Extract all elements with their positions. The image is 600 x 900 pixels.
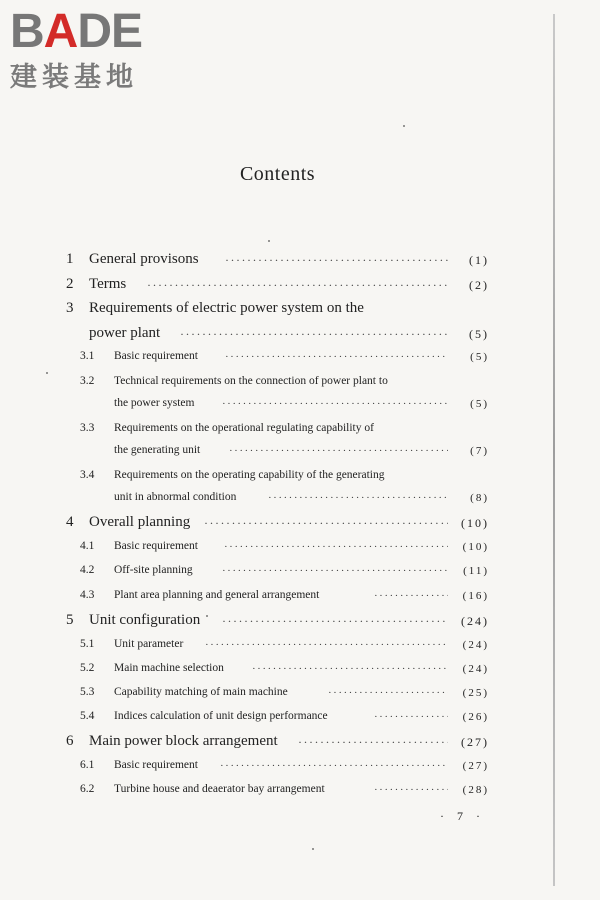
toc-entry-6[interactable] [0,733,600,755]
entry-page: (25) [462,687,489,699]
leader-dots [205,639,448,651]
leader-dots [298,735,448,750]
entry-title: Capability matching of main machine [114,686,288,698]
leader-dots [222,565,448,577]
scan-speck [206,615,208,617]
entry-title: Indices calculation of unit design performance [114,710,328,722]
entry-title-continued: the generating unit [114,444,201,456]
entry-title-continued: power plant [89,325,161,341]
leader-dots [225,351,448,363]
scan-speck [268,240,270,242]
entry-number: 5.3 [80,686,95,698]
entry-page: (24) [462,663,489,675]
entry-number: 5.4 [80,710,95,722]
toc-entry-5-4[interactable] [0,710,600,732]
leader-dots [229,445,448,457]
toc-entry-3-continued[interactable] [0,325,600,347]
toc-entry-2[interactable] [0,276,600,298]
toc-entry-6-1[interactable] [0,759,600,781]
page-number: · 7 · [440,809,485,823]
entry-number: 4.1 [80,540,95,552]
leader-dots [252,663,448,675]
entry-page: (24) [462,639,489,651]
entry-page: (8) [470,492,489,504]
entry-page: (28) [462,784,489,796]
entry-title: Technical requirements on the connection of power plant to [114,375,388,387]
entry-title: Basic requirement [114,540,198,552]
entry-number: 5.1 [80,638,95,650]
leader-dots [374,590,448,602]
entry-title: Unit parameter [114,638,184,650]
entry-title: Unit configuration [89,612,201,628]
leader-dots [225,253,448,268]
entry-number: 5 [66,612,74,628]
entry-page: (10) [462,541,489,553]
toc-entry-1[interactable] [0,251,600,273]
entry-number: 6.1 [80,759,95,771]
leader-dots [374,711,448,723]
toc-entry-3-3-continued[interactable] [0,444,600,466]
entry-number: 3.3 [80,422,95,434]
logo-letter-b: B [10,5,44,58]
entry-page: (5) [470,398,489,410]
entry-page: (16) [462,590,489,602]
entry-number: 3.4 [80,469,95,481]
entry-number: 6.2 [80,783,95,795]
logo-letter-a: A [43,5,78,58]
leader-dots [220,760,448,772]
leader-dots [268,492,448,504]
entry-title: Overall planning [89,514,191,530]
toc-entry-3-3[interactable] [0,422,600,444]
entry-page: (10) [461,516,489,530]
entry-number: 3 [66,300,74,316]
entry-page: (2) [469,278,489,292]
entry-title: Requirements of electric power system on the [89,300,364,316]
scan-speck [312,848,314,850]
leader-dots [374,784,448,796]
leader-dots [222,398,448,410]
toc-entry-3-1[interactable] [0,350,600,372]
entry-number: 4 [66,514,74,530]
leader-dots [147,278,448,293]
scan-speck [46,372,48,374]
entry-title: Off-site planning [114,564,193,576]
toc-entry-5-1[interactable] [0,638,600,660]
toc-entry-5-2[interactable] [0,662,600,684]
entry-title: General provisons [89,251,199,267]
logo-letters-de: DE [77,5,143,58]
entry-title: Basic requirement [114,759,198,771]
entry-number: 6 [66,733,74,749]
entry-number: 4.2 [80,564,95,576]
entry-number: 3.1 [80,350,95,362]
entry-title: Requirements on the operating capability of the generating [114,469,385,481]
entry-number: 5.2 [80,662,95,674]
page-title: Contents [239,163,316,185]
entry-page: (5) [469,327,489,341]
toc-entry-5-3[interactable] [0,686,600,708]
toc-entry-4-2[interactable] [0,564,600,586]
entry-title-continued: unit in abnormal condition [114,491,237,503]
entry-title: Plant area planning and general arrangement [114,589,320,601]
entry-number: 4.3 [80,589,95,601]
entry-title: Requirements on the operational regulating capability of [114,422,374,434]
entry-page: (5) [470,351,489,363]
entry-page: (1) [469,253,489,267]
toc-entry-3-2[interactable] [0,375,600,397]
toc-entry-5[interactable] [0,612,600,634]
entry-title: Basic requirement [114,350,198,362]
entry-number: 1 [66,251,74,267]
toc-entry-4-1[interactable] [0,540,600,562]
entry-page: (11) [463,565,489,577]
toc-entry-6-2[interactable] [0,783,600,805]
logo-chinese-text: 建装基地 [10,62,138,93]
entry-title: Turbine house and deaerator bay arrangement [114,783,325,795]
entry-title: Terms [89,276,127,292]
leader-dots [204,516,448,531]
toc-entry-3-2-continued[interactable] [0,397,600,419]
toc-entry-3-4[interactable] [0,469,600,491]
entry-page: (27) [461,735,489,749]
entry-page: (7) [470,445,489,457]
toc-entry-4-3[interactable] [0,589,600,611]
entry-page: (26) [462,711,489,723]
leader-dots [180,327,448,342]
entry-number: 2 [66,276,74,292]
entry-title: Main machine selection [114,662,224,674]
leader-dots [328,687,448,699]
entry-title: Main power block arrangement [89,733,278,749]
scan-speck [403,125,405,127]
entry-title-continued: the power system [114,397,195,409]
entry-number: 3.2 [80,375,95,387]
toc-entry-3-4-continued[interactable] [0,491,600,513]
toc-entry-3[interactable] [0,300,600,322]
entry-page: (27) [462,760,489,772]
leader-dots [222,614,448,629]
leader-dots [224,541,448,553]
entry-page: (24) [461,614,489,628]
toc-entry-4[interactable] [0,514,600,536]
